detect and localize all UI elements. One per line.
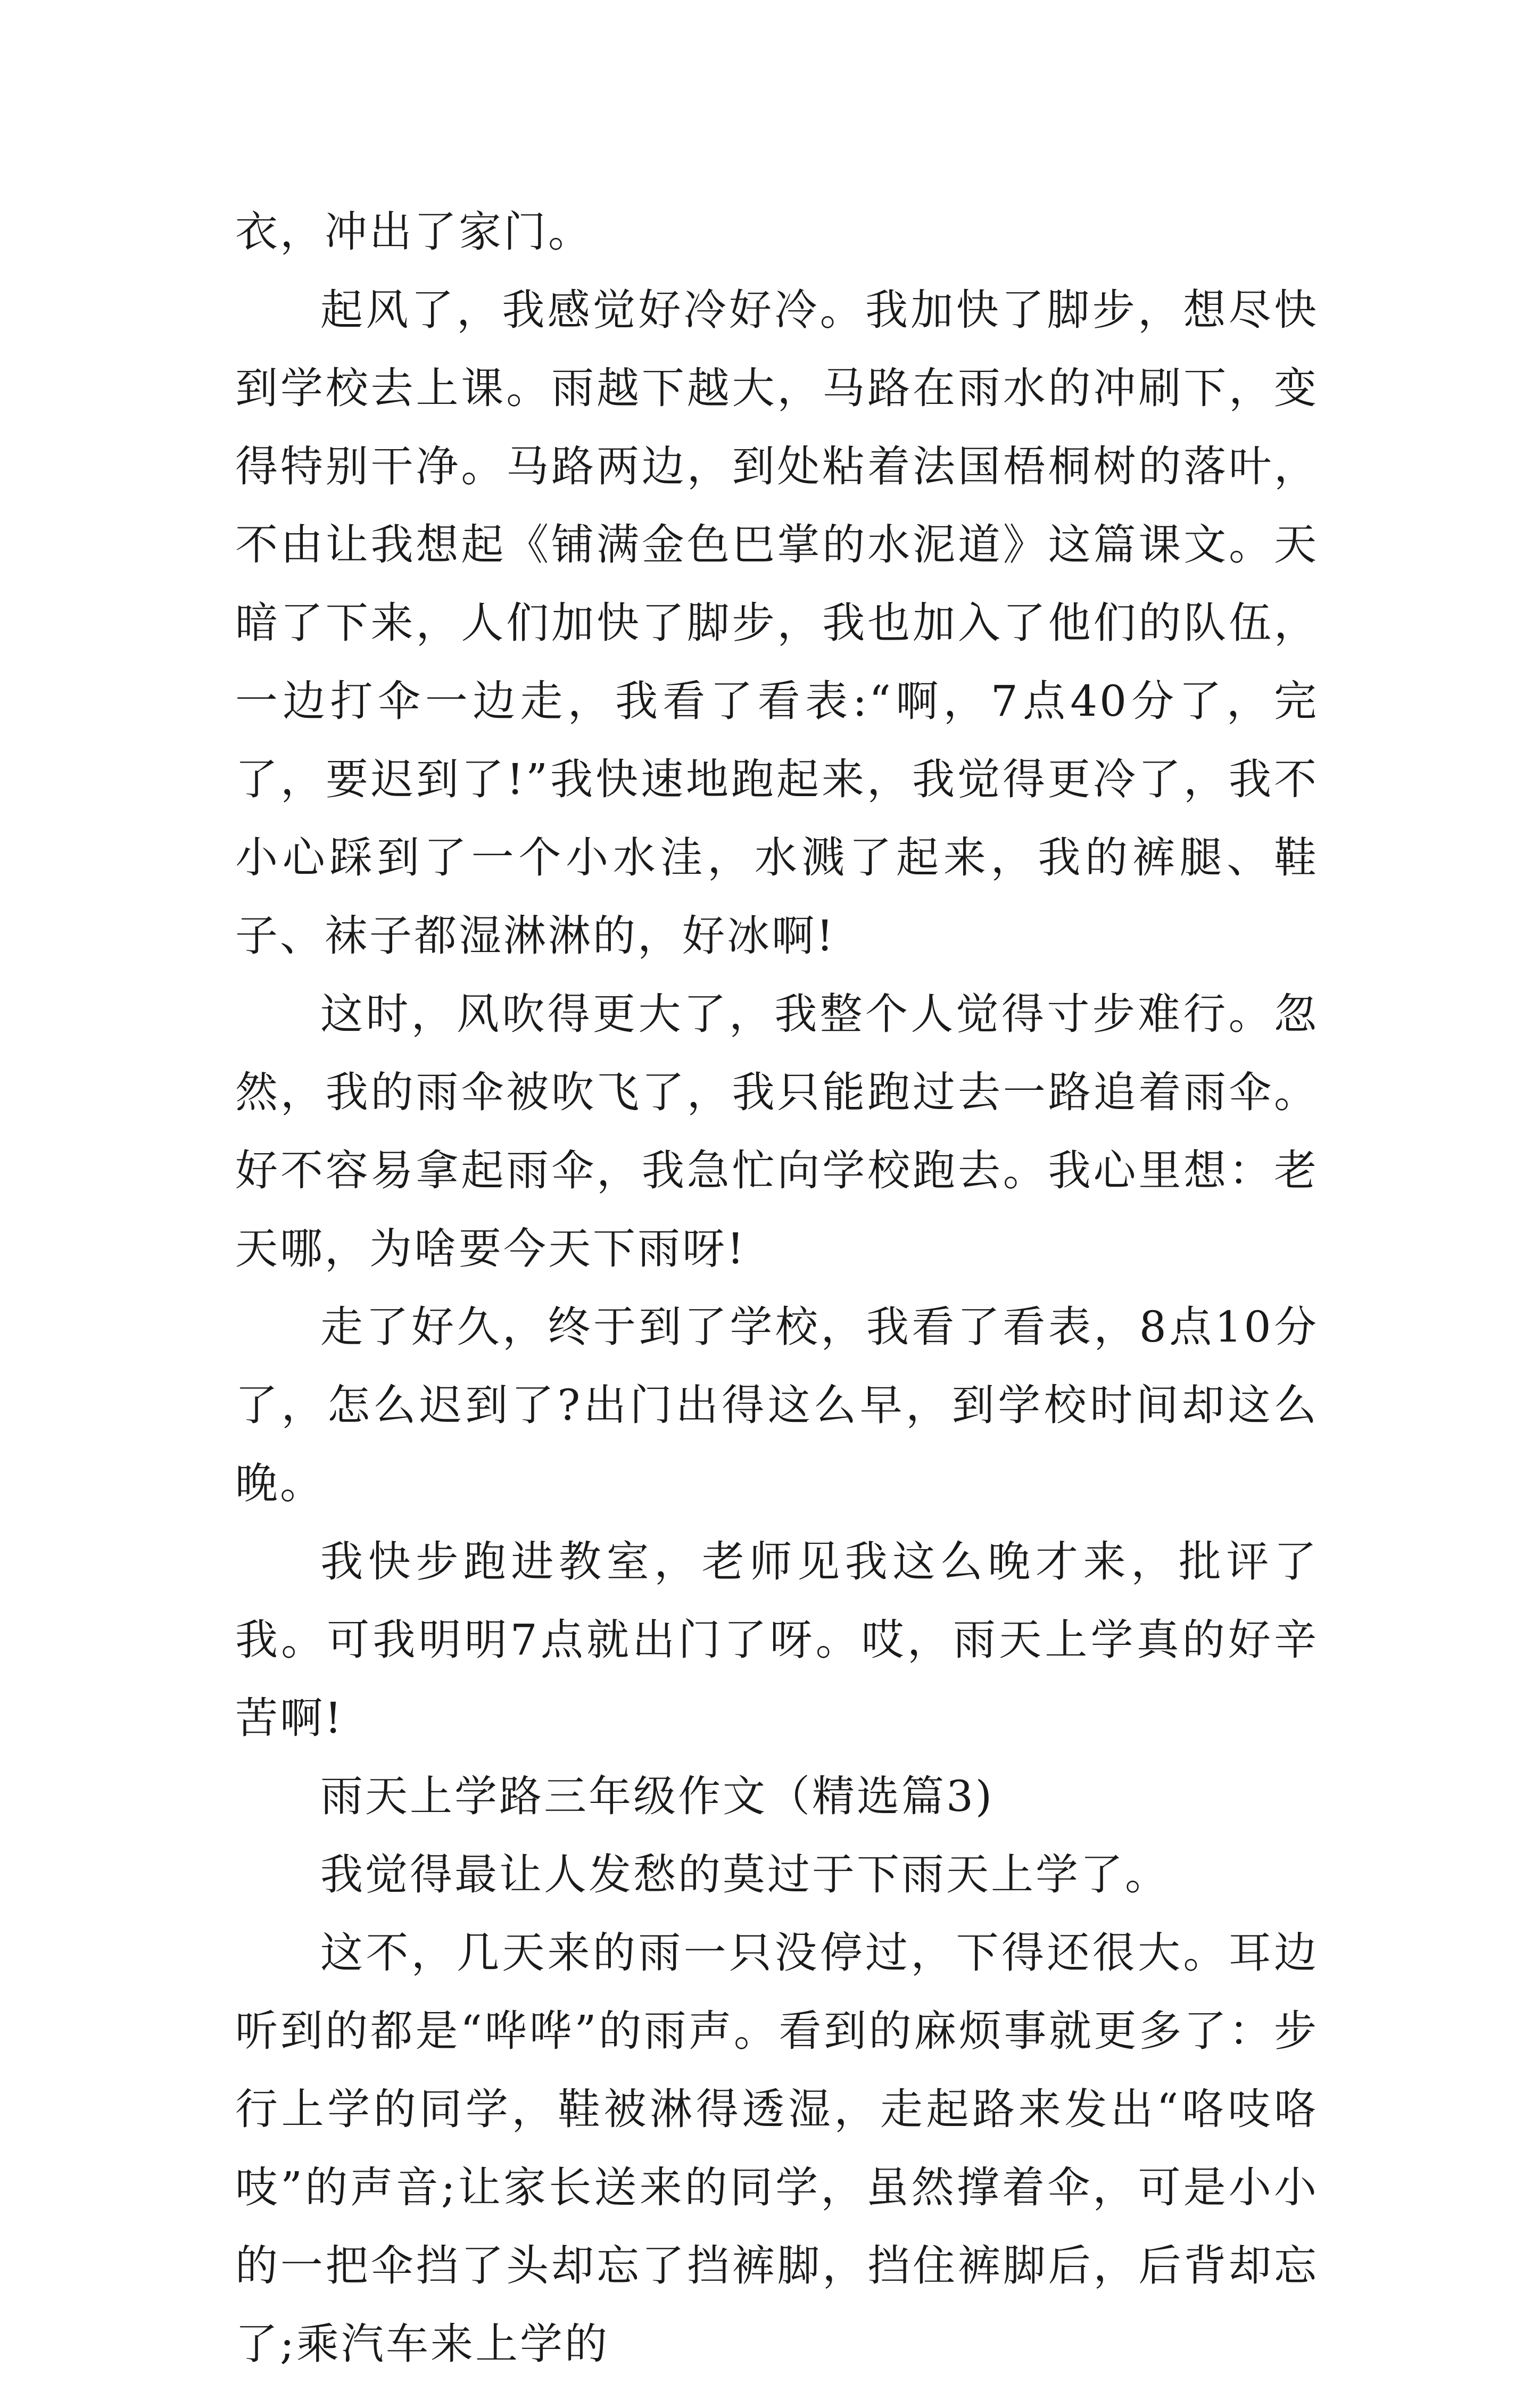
paragraph-rain: 这不，几天来的雨一只没停过，下得还很大。耳边听到的都是“哗哗”的雨声。看到的麻烦事就更多了：步行上学的同学，鞋被淋得透湿，走起路来发出“咯吱咯吱”的声音;让家长送来的同学，虽然撑着伞，可是小小的一把伞挡了头却忘了挡裤脚，挡住裤脚后，后背却忘了;乘汽车来上学的	[235, 1928, 1319, 2369]
paragraph-continuation: 衣，冲出了家门。	[235, 207, 593, 256]
paragraph-wind: 起风了，我感觉好冷好冷。我加快了脚步，想尽快到学校去上课。雨越下越大，马路在雨水的冲刷下，变得特别干净。马路两边，到处粘着法国梧桐树的落叶，不由让我想起《铺满金色巴掌的水泥道》这篇课文。天暗了下来，人们加快了脚步，我也加入了他们的队伍，一边打伞一边走，我看了看表:“啊，7点40分了，完了，要迟到了!”我快速地跑起来，我觉得更冷了，我不小心踩到了一个小水洼，水溅了起来，我的裤腿、鞋子、袜子都湿淋淋的，好冰啊!	[235, 285, 1319, 961]
paragraph-umbrella: 这时，风吹得更大了，我整个人觉得寸步难行。忽然，我的雨伞被吹飞了，我只能跑过去一路追着雨伞。好不容易拿起雨伞，我急忙向学校跑去。我心里想：老天哪，为啥要今天下雨呀!	[235, 989, 1319, 1273]
paragraph-arrival: 走了好久，终于到了学校，我看了看表，8点10分了，怎么迟到了?出门出得这么早，到学校时间却这么晚。	[235, 1302, 1319, 1508]
section-heading: 雨天上学路三年级作文（精选篇3)	[320, 1772, 995, 1821]
document-body	[235, 193, 1319, 2383]
paragraph-intro: 我觉得最让人发愁的莫过于下雨天上学了。	[320, 1850, 1170, 1899]
paragraph-classroom: 我快步跑进教室，老师见我这么晚才来，批评了我。可我明明7点就出门了呀。哎，雨天上学真的好辛苦啊!	[235, 1537, 1319, 1743]
